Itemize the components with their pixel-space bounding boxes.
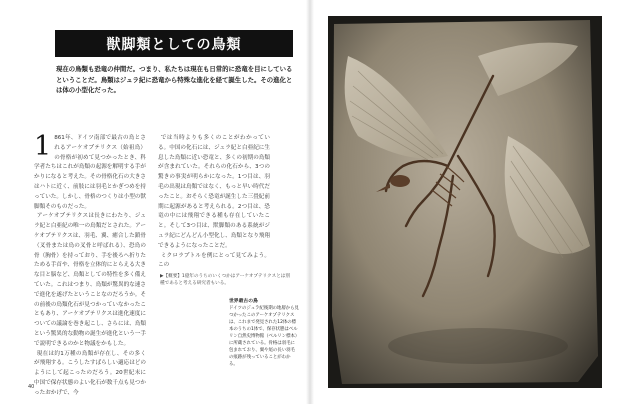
photo-caption: [229, 298, 299, 368]
chapter-title: 獣脚類としての鳥類: [55, 30, 293, 57]
lead-paragraph: 現在の鳥類も恐竜の仲間だ。つまり、私たちは現在も日常的に恐竜を目にしているということだ。鳥類はジュラ紀に恐竜から特殊な進化を経て誕生した。その進化とは体の小型化だった。: [56, 65, 293, 94]
body-paragraph: ミクロラプトルを例にとって見てみよう。この: [158, 252, 270, 269]
photo-caption-body: ドイツのジュラ紀後期の地層から見つかったこのアーケオプテリクスは、これまで発見された12体の標本のうちの1体で、保存状態はベルリン自然史博物館（ベルリン標本）に所蔵されている。骨格は羽毛に包まれており、翼や尾の長い羽毛の痕跡が残っていることがわかる。: [229, 306, 299, 367]
body-column-2: [158, 134, 270, 271]
fossil-photo: [328, 16, 602, 388]
book-gutter: [306, 0, 314, 404]
side-note: ▶【概要】1億年のうちのいくつかはアーケオプテリクスとは別種であると考える研究者もいる。: [160, 274, 290, 286]
archaeopteryx-fossil-image: [328, 16, 602, 388]
body-paragraph: では当時よりも多くのことがわかっている。中国の化石には、ジュラ紀と白亜紀に生息した鳥類に近い恐竜と、多くの初期の鳥類が含まれていた。それらの化石から、3つの驚きの事実が明らかになった。1つ目は、羽毛の出現は鳥類ではなく、もっと早い時代だったこと。おそらく恐竜が誕生した三畳紀前期に起源があると考えられる。2つ目は、恐竜の中には飛翔できる種も存在していたこと。そして3つ目は、獣脚類のある系統がジュラ紀にどんどん小型化し、鳥類となり飛翔できるようになったことだ。: [158, 135, 270, 249]
body-paragraph: 現在は約1万種の鳥類が存在し、その多くが飛翔する。こうしたすばらしい適応はどのようにして起こったのだろう。20世紀末に中国で保存状態のよい化石が数千点も見つかったおかげで、今: [34, 350, 146, 396]
body-column-1: [34, 131, 146, 399]
drop-cap: 1: [34, 131, 52, 162]
photo-caption-title: 世界最古の鳥: [229, 299, 258, 304]
body-paragraph: 1 861年、ドイツ南部で最古の鳥とされるアーケオプテリクス（始祖鳥）の骨格が初めて見つかったとき、科学者たちはこれが鳥類の起源を解明する手がかりになると考えた。その骨格化石の大きさはハトに近く、前肢には羽毛とかぎつめを持っていた。しかし、骨格のつくりは小型の獣脚類そのものだった。: [34, 131, 146, 210]
body-paragraph: アーケオプテリクスは長きにわたり、ジュラ紀と白亜紀の唯一の鳥類だとされた。アーケオプテリクスは、羽毛、翼、癒合した鎖骨（叉骨または鳥の叉骨と呼ばれる）、恐鳥の骨（胸骨）を持っており、手を後ろへ折りたためる手首や、骨格を立体的にとらえる大きな目と脳など、鳥類としての特性を多く備えていた。これはつまり、鳥類が驚異的な速さで進化を遂げたということなのだろうか。その前後の鳥類化石が見つかっていなかったこともあり、アーケオプテリクスは進化速度についての議論を巻き起こし、さらには、鳥類という驚異的な動物の誕生が進化という一手で説明できるのかと物議をかもした。: [34, 213, 146, 347]
page-number: 40: [28, 384, 35, 390]
